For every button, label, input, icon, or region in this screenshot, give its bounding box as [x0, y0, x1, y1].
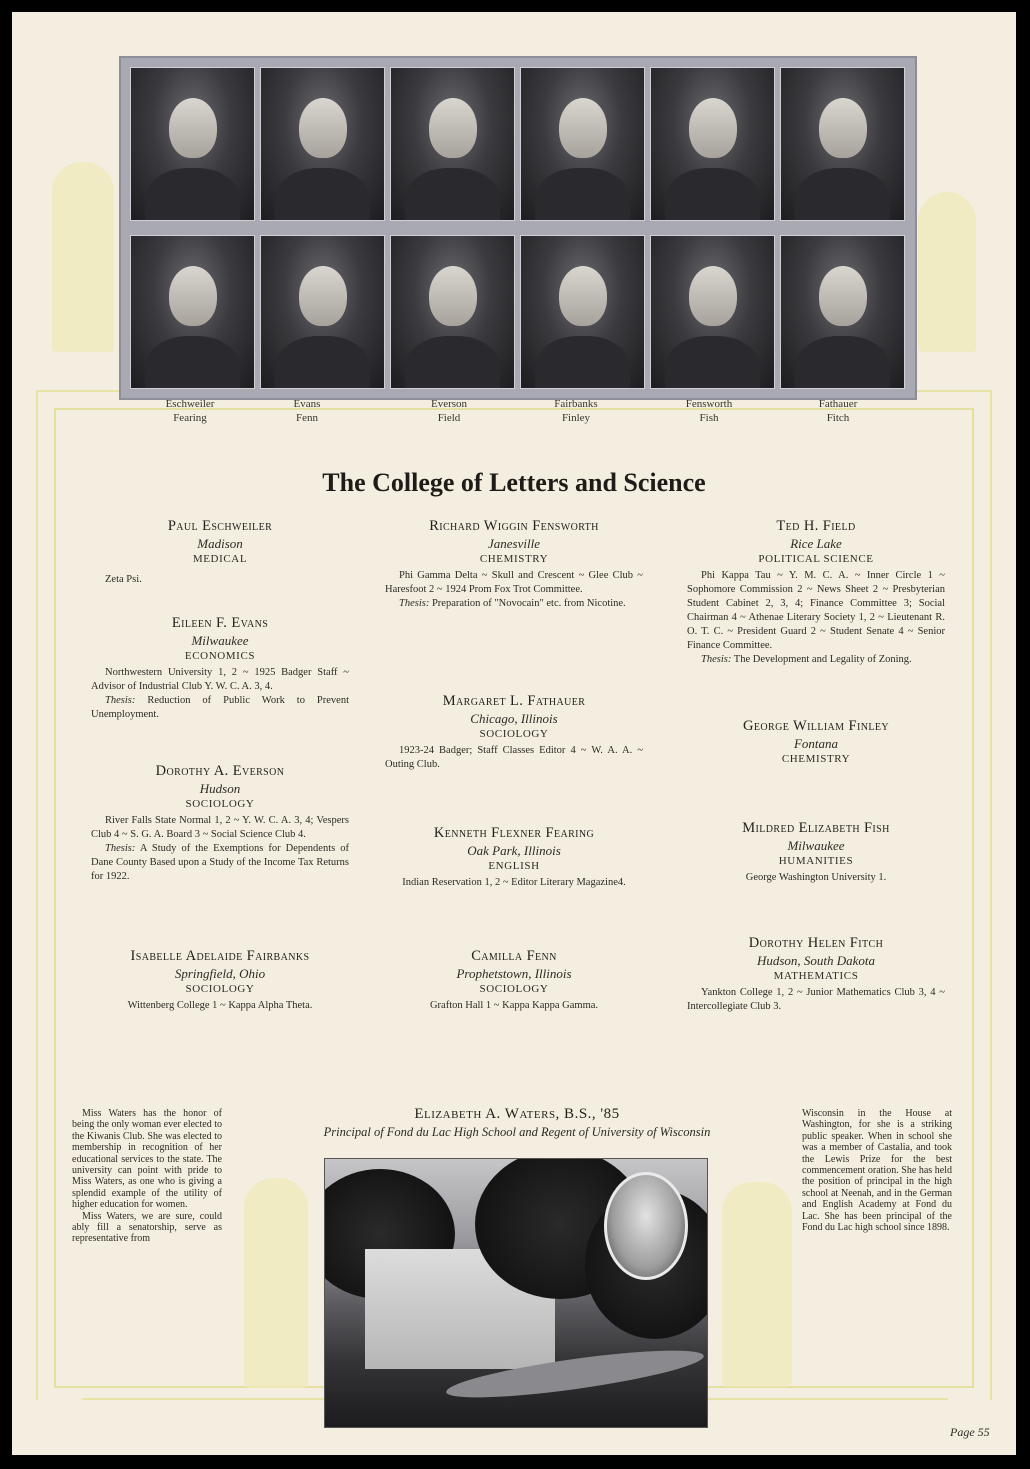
entry-finley: [687, 717, 945, 767]
entry-name: Isabelle Adelaide Fairbanks: [130, 948, 310, 964]
entry-major: ECONOMICS: [184, 650, 256, 662]
entry-town: Chicago, Illinois: [470, 711, 558, 726]
caption-bottom: Finley: [561, 412, 591, 424]
thesis-text: Preparation of "Novocain" etc. from Nicotine.: [431, 598, 626, 609]
entry-field: [687, 517, 945, 667]
entry-fairbanks: [91, 947, 349, 1013]
entry-major: SOCIOLOGY: [479, 983, 549, 995]
entry-town: Madison: [197, 536, 243, 551]
entry-fathauer: [385, 692, 643, 772]
entry-major: SOCIOLOGY: [185, 798, 255, 810]
entry-major: MEDICAL: [192, 553, 248, 565]
entry-name: Margaret L. Fathauer: [442, 693, 586, 709]
portrait-fathauer: [780, 67, 905, 221]
entry-fenn: [385, 947, 643, 1013]
thesis-label: Thesis:: [399, 598, 430, 609]
entry-name: Dorothy A. Everson: [155, 763, 285, 779]
entry-major: MATHEMATICS: [773, 970, 859, 982]
entry-major: CHEMISTRY: [781, 753, 851, 765]
entry-activities: Phi Kappa Tau ~ Y. M. C. A. ~ Inner Circle 1 ~ Sophomore Commission 2 ~ News Sheet 2 ~ Presbyterian Student Cabinet 2, 3, 4; Finance Committee 3; Social Chairman 4 ~ Athenae Literary Society 1, 2 ~ Lieutenant R. O. T. C. ~ President Guard 2 ~ Student Senate 4 ~ Senior Finance Committee.: [687, 570, 945, 651]
feature-title: Elizabeth A. Waters, B.S., '85: [414, 1106, 620, 1122]
decor-figure-right-top: [918, 192, 976, 352]
feature-text-right: [802, 1108, 952, 1233]
thesis-label: Thesis:: [105, 695, 136, 706]
entry-name: Eileen F. Evans: [171, 615, 269, 631]
feature-subtitle: Principal of Fond du Lac High School and Regent of University of Wisconsin: [323, 1125, 711, 1139]
entry-thesis: [687, 653, 945, 667]
feature-text-right-p1: Wisconsin in the House at Washington, for she is a striking public speaker. When in school she was a member of Castalia, and took the Lewis Prize for the best commencement oration. She has held the position of principal in the high school at Neenah, and in the German and English Academy at Fond du Lac. She has been principal of the Fond du Lac high school since 1898.: [802, 1108, 952, 1234]
entry-name: George William Finley: [743, 718, 889, 734]
feature-text-left: [72, 1108, 222, 1245]
entry-major: SOCIOLOGY: [479, 728, 549, 740]
portrait-fensworth: [650, 67, 775, 221]
caption-bottom: Fitch: [826, 412, 850, 424]
caption-top: Fathauer: [818, 398, 858, 410]
entry-activities: Yankton College 1, 2 ~ Junior Mathematics Club 3, 4 ~ Intercollegiate Club 3.: [687, 987, 945, 1012]
portrait-everson: [390, 67, 515, 221]
entry-town: Springfield, Ohio: [174, 966, 266, 981]
entry-fearing: [385, 824, 643, 890]
portrait-grid: [119, 56, 917, 400]
caption-top: Fairbanks: [554, 398, 598, 410]
caption-top: Everson: [430, 398, 468, 410]
caption-column-3: [389, 397, 509, 425]
thesis-label: Thesis:: [105, 843, 136, 854]
portrait-fairbanks: [520, 67, 645, 221]
caption-top: Evans: [293, 398, 321, 410]
decor-figure-left-top: [52, 162, 114, 352]
entry-major: SOCIOLOGY: [185, 983, 255, 995]
entry-everson: [91, 762, 349, 884]
entry-major: POLITICAL SCIENCE: [758, 553, 874, 565]
caption-column-2: [247, 397, 367, 425]
portrait-fearing: [130, 235, 255, 389]
thesis-text: The Development and Legality of Zoning.: [733, 654, 912, 665]
entry-activities: 1923-24 Badger; Staff Classes Editor 4 ~ W. A. A. ~ Outing Club.: [385, 745, 643, 770]
caption-top: Fensworth: [685, 398, 733, 410]
entry-name: Kenneth Flexner Fearing: [433, 825, 595, 841]
entry-name: Ted H. Field: [776, 518, 856, 534]
caption-column-1: [130, 397, 250, 425]
entry-thesis: [91, 842, 349, 884]
page-title: The College of Letters and Science: [322, 468, 706, 497]
entry-town: Milwaukee: [787, 838, 845, 853]
decor-figure-right-bottom: [722, 1182, 792, 1387]
portrait-fish: [650, 235, 775, 389]
caption-bottom: Fish: [699, 412, 719, 424]
portrait-finley: [520, 235, 645, 389]
entry-town: Rice Lake: [790, 536, 842, 551]
entry-activities: Northwestern University 1, 2 ~ 1925 Badger Staff ~ Advisor of Industrial Club Y. W. C. A. 3, 4.: [91, 667, 349, 692]
entry-major: ENGLISH: [488, 860, 540, 872]
decor-figure-left-bottom: [244, 1178, 308, 1388]
portrait-field: [390, 235, 515, 389]
entry-fish: [687, 819, 945, 885]
entry-town: Fontana: [793, 736, 839, 751]
caption-column-5: [649, 397, 769, 425]
frame-line-right: [990, 390, 992, 1400]
entry-activities: Indian Reservation 1, 2 ~ Editor Literary Magazine4.: [402, 877, 626, 888]
caption-top: Eschweiler: [165, 398, 215, 410]
portrait-eschweiler: [130, 67, 255, 221]
entry-town: Hudson: [199, 781, 241, 796]
caption-bottom: Fenn: [296, 412, 318, 424]
portrait-fenn: [260, 235, 385, 389]
entry-town: Prophetstown, Illinois: [456, 966, 572, 981]
entry-town: Janesville: [488, 536, 540, 551]
entry-activities: George Washington University 1.: [745, 872, 887, 883]
portrait-evans: [260, 67, 385, 221]
entry-town: Hudson, South Dakota: [756, 953, 876, 968]
caption-bottom: Fearing: [173, 412, 207, 424]
thesis-text: A Study of the Exemptions for Dependents of Dane County Based upon a Study of the Income Tax Returns for 1922.: [91, 843, 350, 882]
entry-activities: Zeta Psi.: [105, 574, 142, 585]
entry-major: HUMANITIES: [778, 855, 854, 867]
thesis-text: Reduction of Public Work to Prevent Unemployment.: [91, 695, 350, 720]
entry-activities: Grafton Hall 1 ~ Kappa Kappa Gamma.: [429, 1000, 599, 1011]
page-number: Page 55: [950, 1425, 990, 1439]
entry-eschweiler: [91, 517, 349, 587]
entry-name: Mildred Elizabeth Fish: [742, 820, 890, 836]
caption-column-6: [778, 397, 898, 425]
waters-portrait: [604, 1172, 688, 1280]
caption-column-4: [516, 397, 636, 425]
entry-town: Milwaukee: [191, 633, 249, 648]
entry-fitch: [687, 934, 945, 1014]
entry-major: CHEMISTRY: [479, 553, 549, 565]
entry-evans: [91, 614, 349, 722]
entry-name: Camilla Fenn: [471, 948, 557, 964]
yearbook-page: [12, 12, 1016, 1455]
entry-town: Oak Park, Illinois: [467, 843, 561, 858]
entry-name: Paul Eschweiler: [167, 518, 273, 534]
entry-activities: Phi Gamma Delta ~ Skull and Crescent ~ Glee Club ~ Haresfoot 2 ~ 1924 Prom Fox Trot Committee.: [385, 570, 643, 595]
entry-thesis: [91, 694, 349, 722]
feature-text-left-p1: Miss Waters has the honor of being the only woman ever elected to the Kiwanis Club. She was elected to membership in recognition of her educational services to the state. The university can point with pride to Miss Waters, as one who is giving a splendid example of the utility of higher education for women.: [72, 1108, 222, 1211]
caption-bottom: Field: [437, 412, 461, 424]
entry-name: Dorothy Helen Fitch: [748, 935, 884, 951]
feature-text-left-p2: Miss Waters, we are sure, could ably fill a senatorship, serve as representative from: [72, 1210, 222, 1245]
entry-activities: Wittenberg College 1 ~ Kappa Alpha Theta.: [127, 1000, 313, 1011]
entry-thesis: [385, 597, 643, 611]
entry-activities: River Falls State Normal 1, 2 ~ Y. W. C. A. 3, 4; Vespers Club 4 ~ S. G. A. Board 3 ~ Social Science Club 4.: [91, 815, 349, 840]
entry-name: Richard Wiggin Fensworth: [429, 518, 599, 534]
frame-line-left: [36, 390, 38, 1400]
thesis-label: Thesis:: [701, 654, 732, 665]
entry-fensworth: [385, 517, 643, 611]
portrait-fitch: [780, 235, 905, 389]
